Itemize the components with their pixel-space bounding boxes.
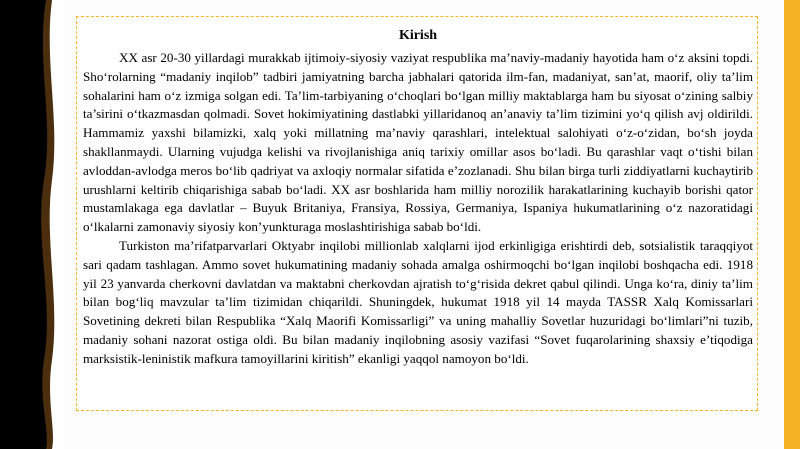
text-box — [76, 16, 758, 411]
right-decorative-band — [784, 0, 800, 449]
paragraph-1: XX asr 20-30 yillardagi murakkab ijtimoiy-siyosiy vaziyat respublika ma’naviy-madaniy hayotida ham o‘z aksini topdi. Sho‘rolarning “madaniy inqilob” tadbiri jamiyatning barcha jabhalari qatorida ilm-fan, madaniyat, san’at, maorif, oliy ta’lim sohalarini ham o‘z izmiga solgan edi. Ta’lim-tarbiyaning o‘choqlari bo‘lgan milliy maktablarga ham bu siyosat o‘zining salbiy ta’sirini o‘tkazmasdan qolmadi. Sovet hokimiyatining dastlabki yillaridanoq an’anaviy ta’lim tizimini yo‘q qilish avj oldirildi. Hammamiz yaxshi bilamizki, xalq yoki millatning ma’naviy qarashlari, intelektual salohiyati o‘z-o‘zidan, bo‘sh joyda shakllanmaydi. Ularning vujudga kelishi va rivojlanishiga aniq tarixiy omillar asos bo‘ladi. Bu qarashlar vaqt o‘tishi bilan avloddan-avlodga meros bo‘lib qadriyat va axloqiy normalar sifatida e’zozlanadi. Shu bilan birga turli ziddiyatlarni kuchaytirib urushlarni keltirib chiqarishiga sabab bo‘ladi. XX asr boshlarida ham milliy norozilik harakatlarining kuchayib borishi qator mustamlakaga ega davlatlar – Buyuk Britaniya, Fransiya, Rossiya, Germaniya, Ispaniya hukumatlarining o‘z nazoratidagi o‘lkalarni zamonaviy siyosiy kon’yunkturaga moslashtirishiga sabab bo‘ldi. — [83, 50, 753, 235]
document-title: Kirish — [398, 28, 438, 43]
paragraph-2: Turkiston ma’rifatparvarlari Oktyabr inqilobi millionlab xalqlarni ijod erkinligiga erishtirdi deb, sotsialistik taraqqiyot sari qadam tashlagan. Ammo sovet hukumatining madaniy sohada amalga oshirmoqchi bo‘lgan inqilobi boshqacha edi. 1918 yil 23 yanvarda cherkovni davlatdan va maktabni cherkovdan ajratish to‘g‘risida dekret qabul qilindi. Unga ko‘ra, diniy ta’lim bilan bog‘liq mavzular ta’lim tizimidan chiqarildi. Shuningdek, hukumat 1918 yil 14 mayda TASSR Xalq Komissarlari Sovetining dekreti bilan Respublika “Xalq Maorifi Komissarligi” va uning mahalliy Sovetlar huzuridagi bo‘limlari”ni tuzib, madaniy sohani nazorat ostiga oldi. Bu bilan madaniy inqilobning asosiy vazifasi “Sovet fuqarolarining shaxsiy e’tiqodiga marksistik-leninistik mafkura tamoyillarini kiritish” ekanligi yaqqol namoyon bo‘ldi. — [83, 237, 753, 366]
left-wave-decoration — [0, 0, 60, 449]
